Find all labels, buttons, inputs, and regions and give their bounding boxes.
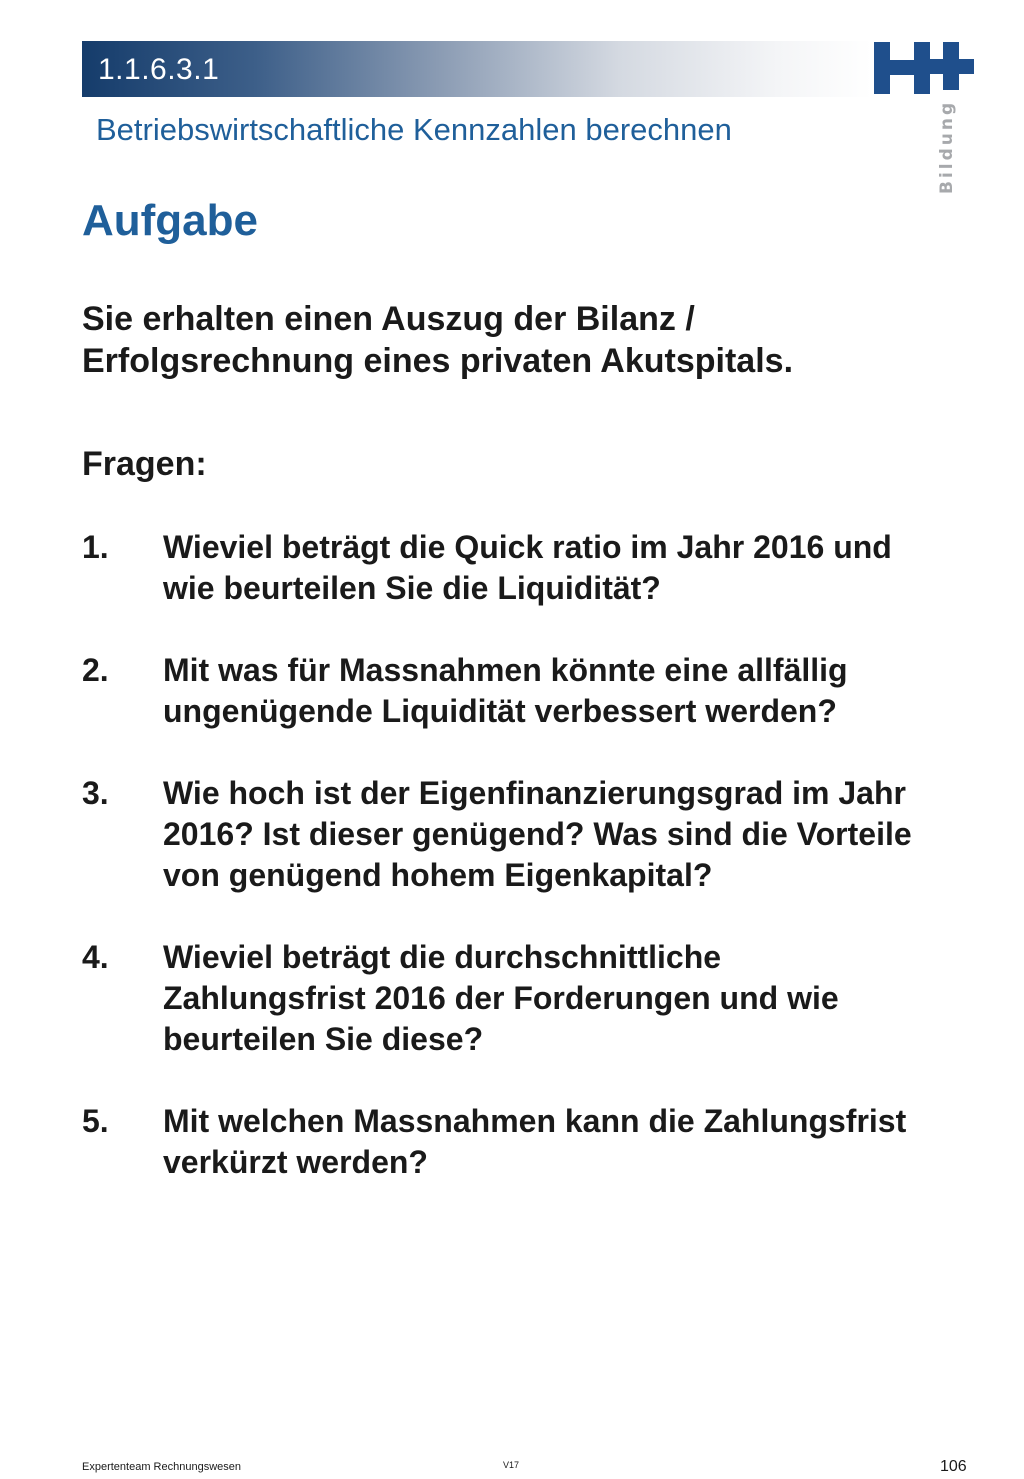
footer-page-number: 106 [940, 1458, 967, 1475]
question-number: 1. [82, 529, 109, 565]
question-line: 2016? Ist dieser genügend? Was sind die Vorteile [163, 816, 912, 852]
intro-text [82, 298, 962, 382]
question-line: von genügend hohem Eigenkapital? [163, 857, 713, 893]
question-number: 2. [82, 652, 109, 688]
question-line: Wieviel beträgt die Quick ratio im Jahr 2016 und [163, 529, 892, 565]
question-item [82, 773, 982, 896]
question-text [163, 773, 982, 896]
question-line: wie beurteilen Sie die Liquidität? [163, 570, 661, 606]
question-item [82, 1101, 982, 1183]
question-line: Wie hoch ist der Eigenfinanzierungsgrad im Jahr [163, 775, 906, 811]
question-number: 4. [82, 939, 109, 975]
questions-label: Fragen: [82, 445, 207, 483]
intro-line: Sie erhalten einen Auszug der Bilanz / [82, 300, 695, 338]
footer-version: V17 [503, 1460, 520, 1470]
question-number: 3. [82, 775, 109, 811]
intro-line: Erfolgsrechnung eines privaten Akutspitals. [82, 342, 794, 380]
question-item [82, 527, 982, 609]
logo-word-bildung: Bildung [937, 99, 957, 194]
question-line: verkürzt werden? [163, 1144, 428, 1180]
page-heading: Aufgabe [82, 196, 258, 245]
question-text [163, 1101, 982, 1183]
page-subtitle: Betriebswirtschaftliche Kennzahlen berechnen [96, 112, 732, 147]
question-line: Mit was für Massnahmen könnte eine allfällig [163, 652, 848, 688]
question-text [163, 527, 982, 609]
section-number: 1.1.6.3.1 [98, 53, 220, 86]
question-item [82, 937, 982, 1060]
question-line: Zahlungsfrist 2016 der Forderungen und wie [163, 980, 839, 1016]
question-number: 5. [82, 1103, 109, 1139]
question-line: Mit welchen Massnahmen kann die Zahlungsfrist [163, 1103, 907, 1139]
hplus-logo-icon [872, 40, 976, 200]
question-line: beurteilen Sie diese? [163, 1021, 484, 1057]
question-item [82, 650, 982, 732]
question-text [163, 650, 982, 732]
question-line: Wieviel beträgt die durchschnittliche [163, 939, 722, 975]
question-line: ungenügende Liquidität verbessert werden? [163, 693, 837, 729]
footer-author: Expertenteam Rechnungswesen [82, 1461, 241, 1473]
question-text [163, 937, 982, 1060]
